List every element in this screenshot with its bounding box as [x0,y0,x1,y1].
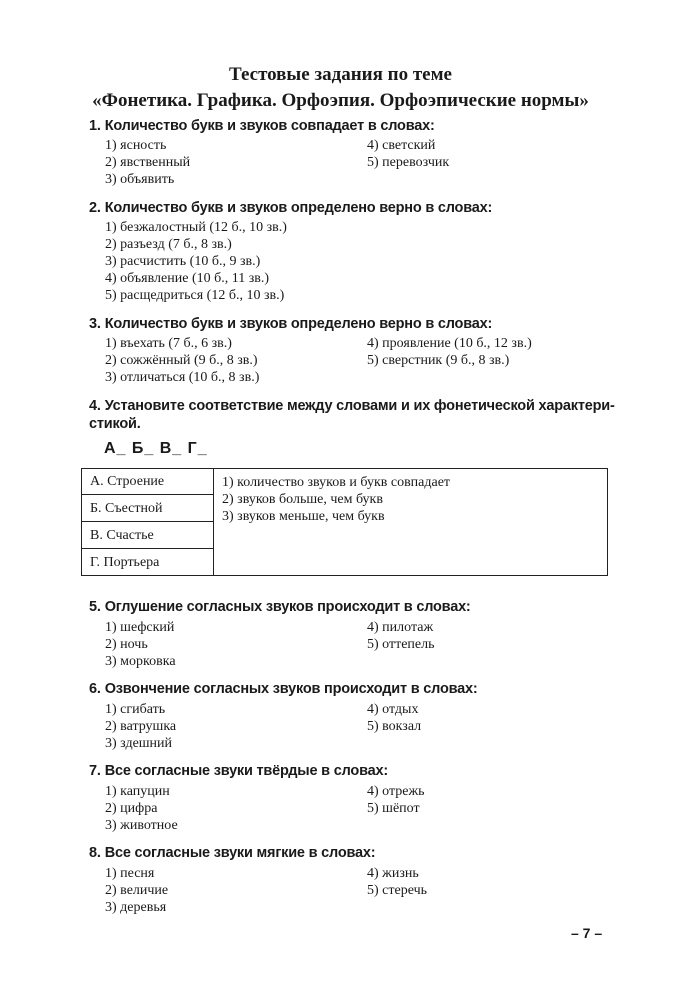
option: 5) стеречь [367,883,427,898]
question-1 [89,117,435,136]
option: 4) жизнь [367,866,419,881]
page-title: Тестовые задания по теме [229,64,452,85]
matching-word: А. Строение [82,469,213,495]
option: 4) отдых [367,702,419,717]
option: 3) расчистить (10 б., 9 зв.) [105,254,261,269]
matching-words-column [82,469,214,575]
option: 5) оттепель [367,637,435,652]
option: 4) светский [367,138,436,153]
question-6 [89,680,477,699]
option: 3) животное [105,818,178,833]
matching-characteristics-column [222,474,450,525]
matching-characteristic: 1) количество звуков и букв совпадает [222,475,451,490]
question-number: 5. [89,599,101,615]
question-number: 7. [89,763,101,779]
question-4-continued: стикой. [89,416,141,432]
question-text: Количество букв и звуков определено верно в словах: [104,200,493,216]
question-text: Все согласные звуки твёрдые в словах: [104,763,388,779]
page-number: – 7 – [571,925,603,941]
question-text: Оглушение согласных звуков происходит в словах: [104,599,471,615]
option: 2) разъезд (7 б., 8 зв.) [105,237,232,252]
option: 3) отличаться (10 б., 8 зв.) [105,370,260,385]
question-text: Установите соответствие между словами и их фонетической характери- [104,398,615,414]
option: 2) величие [105,883,169,898]
matching-word: Б. Съестной [82,496,213,522]
matching-word: В. Счастье [82,523,213,549]
question-2 [89,199,492,218]
option: 2) явственный [105,155,191,170]
matching-characteristic: 3) звуков меньше, чем букв [222,509,385,524]
page-subtitle: «Фонетика. Графика. Орфоэпия. Орфоэпические нормы» [92,90,589,111]
option: 5) вокзал [367,719,422,734]
option: 1) въехать (7 б., 6 зв.) [105,336,232,351]
option: 5) перевозчик [367,155,450,170]
matching-table [81,468,608,576]
option: 1) шефский [105,620,175,635]
question-number: 8. [89,845,101,861]
question-number: 6. [89,681,101,697]
answer-template: А_ Б_ В_ Г_ [104,440,208,457]
question-5 [89,598,471,617]
question-text: Озвончение согласных звуков происходит в словах: [104,681,478,697]
option: 3) здешний [105,736,173,751]
question-text: Количество букв и звуков совпадает в словах: [104,118,435,134]
option: 1) ясность [105,138,167,153]
option: 5) расщедриться (12 б., 10 зв.) [105,288,285,303]
question-8 [89,844,375,863]
question-number: 3. [89,316,101,332]
option: 4) объявление (10 б., 11 зв.) [105,271,270,286]
option: 4) отрежь [367,784,425,799]
option: 2) ночь [105,637,148,652]
question-number: 1. [89,118,101,134]
question-number: 4. [89,398,101,414]
question-number: 2. [89,200,101,216]
option: 1) капуцин [105,784,170,799]
question-3 [89,315,492,334]
option: 3) деревья [105,900,167,915]
option: 3) объявить [105,172,175,187]
matching-characteristic: 2) звуков больше, чем букв [222,492,383,507]
matching-word: Г. Портьера [90,555,160,570]
option: 4) пилотаж [367,620,434,635]
option: 5) шёпот [367,801,420,816]
option: 2) цифра [105,801,158,816]
option: 1) безжалостный (12 б., 10 зв.) [105,220,287,235]
option: 2) ватрушка [105,719,177,734]
option: 1) сгибать [105,702,166,717]
option: 1) песня [105,866,155,881]
option: 2) сожжённый (9 б., 8 зв.) [105,353,258,368]
question-7 [89,762,388,781]
question-text: Количество букв и звуков определено верно в словах: [104,316,493,332]
option: 4) проявление (10 б., 12 зв.) [367,336,532,351]
option: 3) морковка [105,654,176,669]
question-text: Все согласные звуки мягкие в словах: [104,845,376,861]
question-4 [89,397,615,416]
option: 5) сверстник (9 б., 8 зв.) [367,353,510,368]
